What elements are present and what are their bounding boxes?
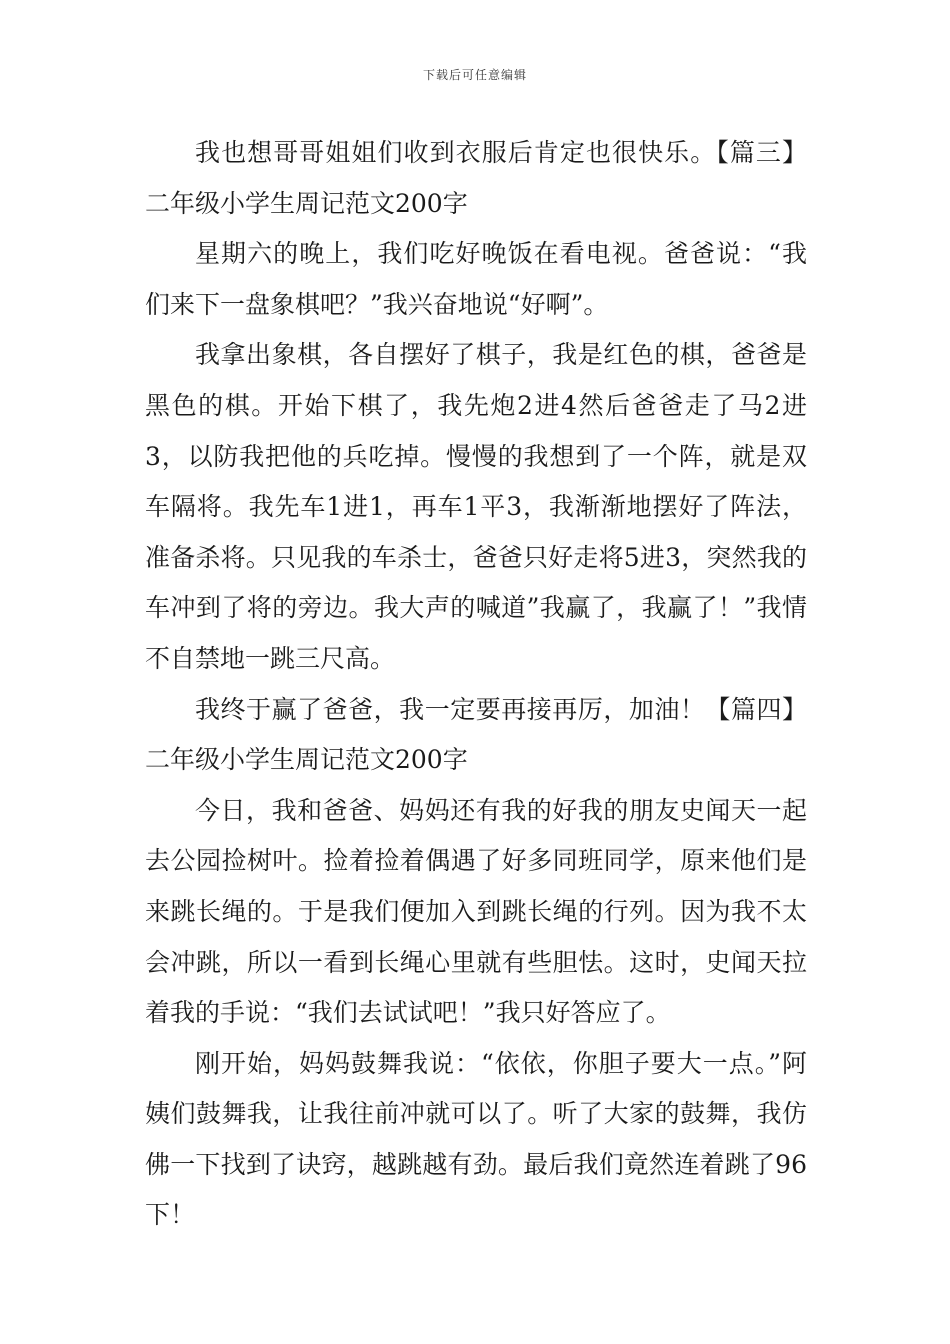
paragraph: 刚开始，妈妈鼓舞我说：“依依，你胆子要大一点。”阿姨们鼓舞我，让我往前冲就可以了。听了大家的鼓舞，我仿佛一下找到了诀窍，越跳越有劲。最后我们竟然连着跳了96下！ (145, 1048, 807, 1230)
paragraph: 今日，我和爸爸、妈妈还有我的好我的朋友史闻天一起去公园捡树叶。捡着捡着偶遇了好多同班同学，原来他们是来跳长绳的。于是我们便加入到跳长绳的行列。因为我不太会冲跳，所以一看到长绳心里就有些胆怯。这时，史闻天拉着我的手说：“我们去试试吧！”我只好答应了。 (145, 795, 807, 1028)
paragraph: 我终于赢了爸爸，我一定要再接再厉，加油！【篇四】二年级小学生周记范文200字 (145, 694, 807, 775)
page-header: 下载后可任意编辑 (422, 68, 527, 82)
paragraph: 我拿出象棋，各自摆好了棋子，我是红色的棋，爸爸是黑色的棋。开始下棋了，我先炮2进4然后爸爸走了马2进3，以防我把他的兵吃掉。慢慢的我想到了一个阵，就是双车隔将。我先车1进1，再车1平3，我渐渐地摆好了阵法，准备杀将。只见我的车杀士，爸爸只好走将5进3，突然我的车冲到了将的旁边。我大声的喊道”我赢了，我赢了！”我情不自禁地一跳三尺高。 (145, 340, 807, 673)
document-body (145, 128, 807, 1241)
paragraph: 星期六的晚上，我们吃好晚饭在看电视。爸爸说：“我们来下一盘象棋吧？”我兴奋地说“好啊”。 (145, 239, 807, 319)
paragraph: 我也想哥哥姐姐们收到衣服后肯定也很快乐。【篇三】二年级小学生周记范文200字 (145, 138, 807, 218)
